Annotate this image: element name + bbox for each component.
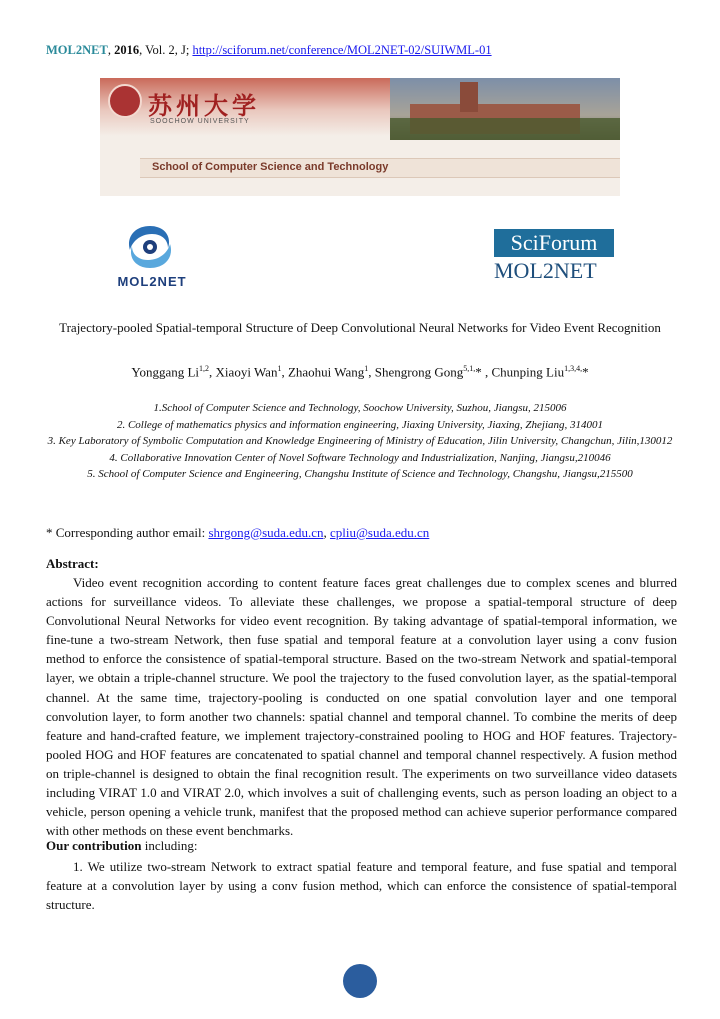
journal-year: 2016 [114, 43, 140, 57]
abstract-heading: Abstract: [46, 556, 99, 571]
email-link-1[interactable]: shrgong@suda.edu.cn [208, 525, 324, 540]
author-name: Xiaoyi Wan [215, 364, 278, 380]
affiliation-item: 2. College of mathematics physics and information engineering, Jiaxing University, Jiaxing, Zhejiang, 314001 [116, 418, 604, 431]
affiliation-item: 1.School of Computer Science and Technology, Soochow University, Suzhou, Jiangsu, 215006 [153, 402, 567, 414]
journal-name: MOL2NET [46, 43, 108, 57]
author-affil: 1 [364, 364, 369, 373]
abstract-body: Video event recognition according to content feature faces great challenges due to complex scenes and blurred actions for surveillance videos. To alleviate these challenges, we propose a spatial-temporal structure of deep Convolutional Neural Networks for video event recognition. By taking advantage of spatial-temporal information, we fine-tune a two-stream Network, then fuse spatial and temporal feature at a convolution layer using a conv fusion method to enforce the consistence of spatial-temporal structure. Based on the two-stream Network and spatial-temporal layer, we obtain a triple-channel structure. We pool the trajectory to the fused convolution layer, as the spatial-temporal channel. At the same time, trajectory-pooling is conducted on one spatial convolution layer and one temporal convolution layer, to form another two channels: spatial channel and temporal channel. To combine the merits of deep feature and hand-crafted feature, we implement trajectory-constrained pooling to HOG and HOF features. Trajectory-pooled HOG and HOF features are concatenated to spatial channel and temporal channel respectively. A fusion method on triple-channel is designed to obtain the final recognition result. The experiments on two surveillance video datasets including VIRAT 1.0 and VIRAT 2.0, which involves a suit of challenging events, such as person loading an object to a vehicle, person opening a vehicle trunk, manifest that the proposed method can achieve superior performance compared with other methods on these event benchmarks. [46, 575, 677, 839]
author-affil: 1 [277, 364, 282, 373]
author-name: Chunping Liu [491, 364, 565, 380]
mol2net-logo [104, 222, 200, 292]
swirl-logo-icon [122, 222, 178, 272]
affiliation-item: 4. Collaborative Innovation Center of Novel Software Technology and Industrialization, Nanjing, Jiangsu,210046 [109, 451, 611, 464]
running-header: MOL2NET, 2016, Vol. 2, J; http://sciforum.net/conference/MOL2NET-02/SUIWML-01 [46, 43, 492, 57]
school-name: School of Computer Science and Technology [152, 161, 389, 173]
affiliations [40, 400, 680, 483]
email-link-2[interactable]: cpliu@suda.edu.cn [329, 525, 430, 540]
author-affil: 1,3,4, [564, 364, 583, 373]
affiliation-item: 5. School of Computer Science and Engineering, Changshu Institute of Science and Technology, Changshu, Jiangsu,215500 [87, 468, 633, 480]
contribution-item: 1. We utilize two-stream Network to extract spatial feature and temporal feature, and fuse spatial and temporal feature at a convolution layer by using a conv fusion method, which can enforce the consistence of spatial-temporal structure. [46, 859, 677, 913]
journal-volume: , Vol. 2, J; [139, 43, 193, 57]
author-affil: 5,1, [463, 364, 476, 373]
page-marker [343, 964, 377, 998]
paper-title: Trajectory-pooled Spatial-temporal Structure of Deep Convolutional Neural Networks for Video Event Recognition [59, 320, 661, 335]
affiliation-item: 3. Key Laboratory of Symbolic Computation and Knowledge Engineering of Ministry of Education, Jilin University, Changchun, Jilin,130012 [47, 435, 673, 447]
logo-text: MOL2NET [117, 274, 187, 289]
conference-link[interactable]: http://sciforum.net/conference/MOL2NET-02/SUIWML-01 [192, 43, 492, 57]
university-seal-icon [108, 84, 142, 118]
campus-building-image [390, 78, 620, 140]
author-name: Yonggang Li [131, 364, 200, 380]
author-name: Shengrong Gong [374, 364, 464, 380]
mol2net-label: MOL2NET [494, 258, 597, 283]
author-name: Zhaohui Wang [287, 364, 365, 380]
school-name-bar [140, 158, 620, 178]
university-english-name: SOOCHOW UNIVERSITY [150, 118, 250, 125]
contribution-heading: Our contribution including: [46, 838, 198, 853]
corresponding-author: * Corresponding author email: shrgong@suda.edu.cn, cpliu@suda.edu.cn [46, 525, 430, 540]
university-banner [100, 78, 620, 196]
author-affil: 1,2 [199, 364, 210, 373]
author-list: Yonggang Li$^{1,2}$, Xiaoyi Wan$^1$, Zhaohui Wang$^1$, Shengrong Gong$^{5,1,}$* , Chunping Liu$^{1,3,4,}$* [131, 364, 589, 380]
sciforum-badge: SciForum [494, 229, 614, 257]
university-chinese-name: 苏州大学 [148, 91, 260, 120]
